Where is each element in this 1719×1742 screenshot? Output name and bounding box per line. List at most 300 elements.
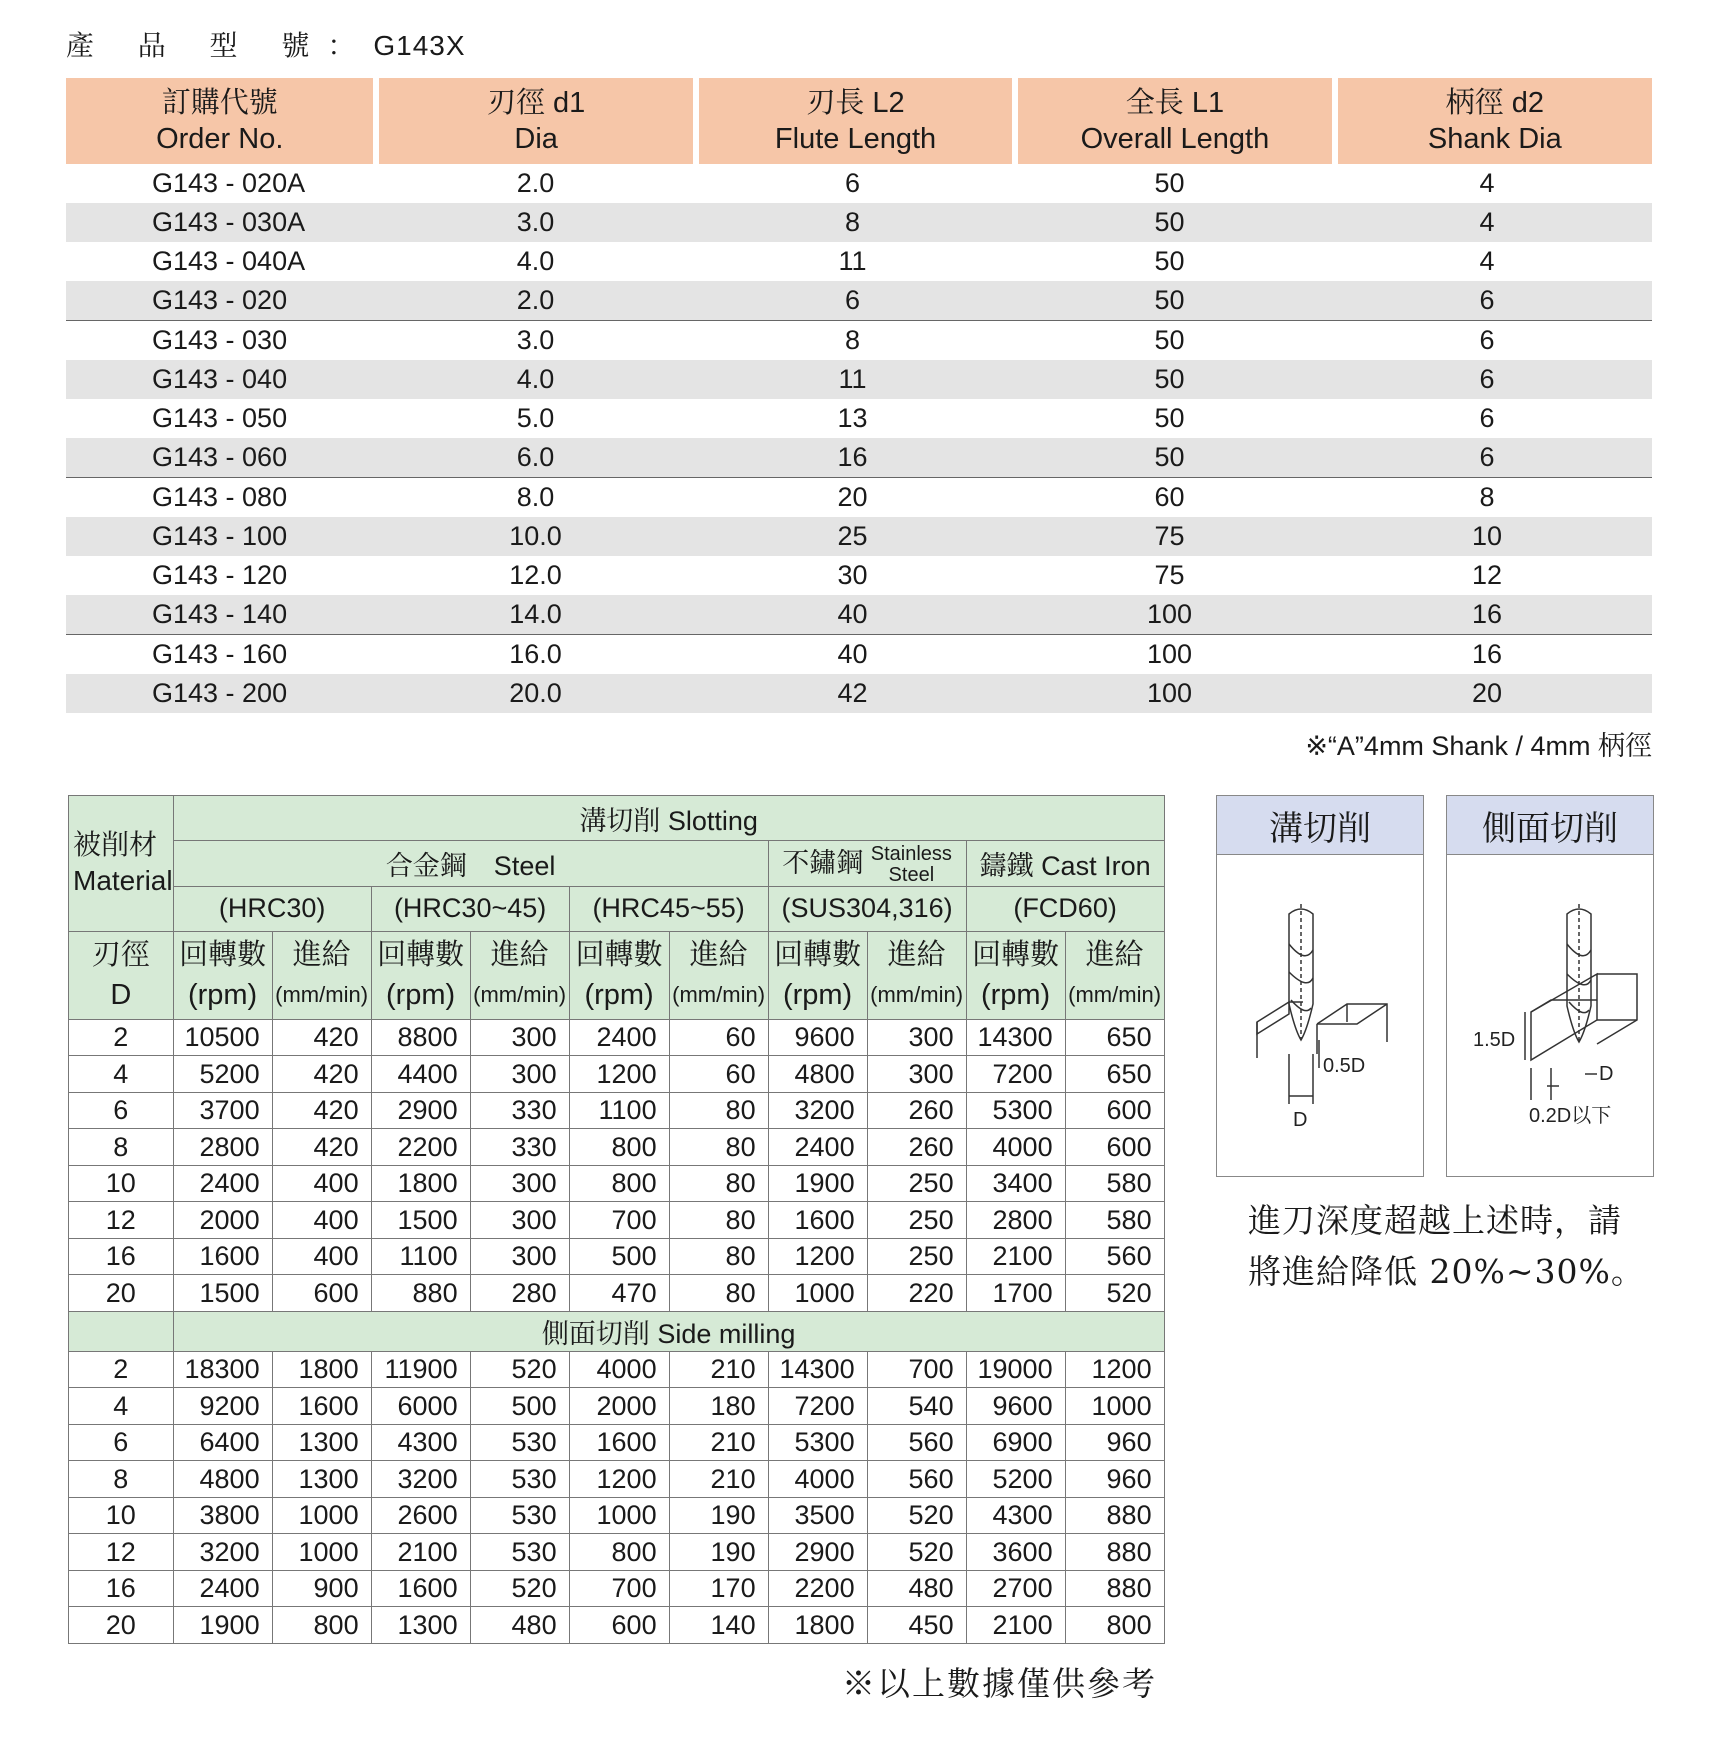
table-row [66, 517, 1652, 556]
value-cell: 300 [470, 1238, 569, 1275]
value-cell: 2000 [569, 1388, 669, 1425]
value-cell: 2900 [371, 1092, 470, 1129]
value-cell: 520 [470, 1570, 569, 1607]
value-cell: 6400 [173, 1424, 272, 1461]
value-cell: 300 [470, 1056, 569, 1093]
reference-note: ※以上數據僅供參考 [842, 1664, 1157, 1703]
value-cell: 80 [669, 1275, 768, 1312]
value-cell: 4800 [173, 1461, 272, 1498]
value-cell: 2400 [173, 1570, 272, 1607]
value-cell: 3200 [371, 1461, 470, 1498]
value-cell: 400 [272, 1165, 371, 1202]
table-cell: 100 [1146, 678, 1193, 708]
value-cell: 400 [272, 1238, 371, 1275]
value-cell: 1200 [569, 1461, 669, 1498]
value-cell: 2800 [173, 1129, 272, 1166]
feed-header: 進給 (mm/min) [470, 931, 569, 1019]
value-cell: 1300 [272, 1461, 371, 1498]
value-cell: 210 [669, 1351, 768, 1388]
dia-cell: 4 [69, 1388, 174, 1425]
table-cell: 6 [1479, 442, 1495, 472]
table-row [66, 242, 1652, 281]
value-cell: 3400 [966, 1165, 1065, 1202]
value-cell: 560 [1065, 1238, 1164, 1275]
value-cell: 600 [1065, 1129, 1164, 1166]
value-cell: 190 [669, 1497, 768, 1534]
value-cell: 4800 [768, 1056, 867, 1093]
hardness-hrc45-55: (HRC45~55) [569, 886, 768, 931]
value-cell: 80 [669, 1238, 768, 1275]
table-cell: 4 [1479, 207, 1495, 237]
table-row [66, 203, 1652, 242]
value-cell: 4300 [371, 1424, 470, 1461]
value-cell: 420 [272, 1019, 371, 1056]
hardness-fcd60: (FCD60) [966, 886, 1164, 931]
value-cell: 220 [867, 1275, 966, 1312]
table-cell: 4 [1479, 168, 1495, 198]
table-cell: 2.0 [516, 168, 555, 198]
value-cell: 2800 [966, 1202, 1065, 1239]
value-cell: 700 [569, 1570, 669, 1607]
table-cell: 50 [1154, 442, 1185, 472]
dia-cell: 16 [69, 1238, 174, 1275]
table-cell: 11 [838, 246, 867, 276]
cast-iron-label: 鑄鐵 Cast Iron [966, 841, 1164, 887]
feed-header: 進給 (mm/min) [1065, 931, 1164, 1019]
value-cell: 600 [1065, 1092, 1164, 1129]
value-cell: 210 [669, 1424, 768, 1461]
table-row [66, 438, 1652, 478]
dia-label: 刃徑 D [69, 931, 174, 1019]
table-row [69, 1238, 1165, 1275]
value-cell: 480 [867, 1570, 966, 1607]
table-cell: G143 - 040A [152, 246, 306, 276]
value-cell: 1000 [569, 1497, 669, 1534]
side-milling-diagram [1446, 795, 1654, 1177]
value-cell: 880 [1065, 1534, 1164, 1571]
value-cell: 300 [470, 1202, 569, 1239]
dia-cell: 10 [69, 1165, 174, 1202]
value-cell: 1600 [371, 1570, 470, 1607]
table-cell: G143 - 040 [152, 364, 288, 394]
value-cell: 5300 [768, 1424, 867, 1461]
table-cell: 5.0 [516, 403, 555, 433]
value-cell: 300 [867, 1056, 966, 1093]
value-cell: 520 [867, 1497, 966, 1534]
material-label: 被削材 Material [69, 796, 174, 932]
blank-cell [69, 1311, 174, 1351]
slotting-diagram [1216, 795, 1424, 1177]
value-cell: 4000 [966, 1129, 1065, 1166]
value-cell: 420 [272, 1056, 371, 1093]
advice-line-1: 進刀深度超越上述時，請 [1248, 1201, 1622, 1240]
value-cell: 250 [867, 1238, 966, 1275]
value-cell: 2100 [966, 1238, 1065, 1275]
value-cell: 700 [569, 1202, 669, 1239]
value-cell: 1600 [569, 1424, 669, 1461]
table-cell: 12 [1471, 560, 1503, 590]
value-cell: 1000 [1065, 1388, 1164, 1425]
value-cell: 2400 [768, 1129, 867, 1166]
value-cell: 800 [569, 1129, 669, 1166]
value-cell: 960 [1065, 1424, 1164, 1461]
value-cell: 250 [867, 1165, 966, 1202]
header-dia: 刃徑 d1 Dia [379, 78, 692, 164]
value-cell: 450 [867, 1607, 966, 1644]
table-cell: 8 [1479, 482, 1495, 512]
dia-cell: 16 [69, 1570, 174, 1607]
value-cell: 650 [1065, 1019, 1164, 1056]
table-cell: 3.0 [516, 325, 555, 355]
value-cell: 7200 [966, 1056, 1065, 1093]
header-overall-length: 全長 L1 Overall Length [1018, 78, 1331, 164]
side-milling-row-header [69, 1311, 1165, 1351]
value-cell: 2600 [371, 1497, 470, 1534]
value-cell: 520 [867, 1534, 966, 1571]
table-row [66, 164, 1652, 203]
value-cell: 3200 [173, 1534, 272, 1571]
table-cell: 11 [838, 364, 867, 394]
value-cell: 880 [1065, 1570, 1164, 1607]
table-cell: 100 [1146, 639, 1193, 669]
value-cell: 14300 [768, 1351, 867, 1388]
value-cell: 1100 [569, 1092, 669, 1129]
table-row [69, 1129, 1165, 1166]
table-row [66, 321, 1652, 360]
value-cell: 260 [867, 1092, 966, 1129]
dia-cell: 12 [69, 1534, 174, 1571]
dia-cell: 12 [69, 1202, 174, 1239]
value-cell: 530 [470, 1497, 569, 1534]
value-cell: 470 [569, 1275, 669, 1312]
table-cell: 10.0 [509, 521, 562, 551]
dia-cell: 4 [69, 1056, 174, 1093]
table-cell: G143 - 030A [152, 207, 306, 237]
table-cell: 100 [1146, 599, 1193, 629]
table-row [69, 1056, 1165, 1093]
value-cell: 3700 [173, 1092, 272, 1129]
dia-cell: 6 [69, 1424, 174, 1461]
feed-header: 進給 (mm/min) [669, 931, 768, 1019]
table-cell: 50 [1154, 246, 1185, 276]
value-cell: 560 [867, 1461, 966, 1498]
table-cell: 6 [844, 168, 861, 198]
shank-note: ※“A”4mm Shank / 4mm 柄徑 [1305, 731, 1652, 761]
value-cell: 4000 [569, 1351, 669, 1388]
value-cell: 1500 [173, 1275, 272, 1312]
value-cell: 2100 [371, 1534, 470, 1571]
value-cell: 3500 [768, 1497, 867, 1534]
feed-advice [1248, 1195, 1668, 1297]
slotting-depth-label: 0.5D [1323, 1055, 1366, 1077]
value-cell: 6000 [371, 1388, 470, 1425]
value-cell: 800 [569, 1165, 669, 1202]
table-cell: 6 [1479, 364, 1495, 394]
table-cell: 3.0 [516, 207, 555, 237]
value-cell: 210 [669, 1461, 768, 1498]
table-cell: 10 [1471, 521, 1503, 551]
value-cell: 1900 [173, 1607, 272, 1644]
table-cell: 16.0 [509, 639, 562, 669]
value-cell: 600 [272, 1275, 371, 1312]
slotting-diagram-title: 溝切削 [1217, 796, 1423, 855]
table-cell: 6 [1479, 285, 1495, 315]
value-cell: 2900 [768, 1534, 867, 1571]
value-cell: 960 [1065, 1461, 1164, 1498]
value-cell: 500 [569, 1238, 669, 1275]
value-cell: 260 [867, 1129, 966, 1166]
value-cell: 1300 [272, 1424, 371, 1461]
value-cell: 1000 [272, 1534, 371, 1571]
value-cell: 9600 [966, 1388, 1065, 1425]
slotting-illustration [1217, 854, 1423, 1176]
table-row [69, 1607, 1165, 1644]
table-cell: 20 [837, 482, 868, 512]
table-cell: 14.0 [509, 599, 562, 629]
value-cell: 420 [272, 1129, 371, 1166]
value-cell: 6900 [966, 1424, 1065, 1461]
table-row [66, 360, 1652, 399]
value-cell: 580 [1065, 1202, 1164, 1239]
header-flute-length: 刃長 L2 Flute Length [699, 78, 1012, 164]
value-cell: 1800 [272, 1351, 371, 1388]
cutting-conditions-table [68, 795, 1165, 1644]
value-cell: 900 [272, 1570, 371, 1607]
value-cell: 800 [569, 1534, 669, 1571]
value-cell: 80 [669, 1202, 768, 1239]
value-cell: 14300 [966, 1019, 1065, 1056]
value-cell: 3800 [173, 1497, 272, 1534]
value-cell: 7200 [768, 1388, 867, 1425]
value-cell: 280 [470, 1275, 569, 1312]
table-cell: 40 [837, 639, 868, 669]
rpm-header: 回轉數 (rpm) [173, 931, 272, 1019]
table-cell: G143 - 100 [152, 521, 288, 551]
table-cell: 6 [1479, 403, 1495, 433]
value-cell: 9200 [173, 1388, 272, 1425]
table-cell: 50 [1154, 285, 1185, 315]
value-cell: 8800 [371, 1019, 470, 1056]
table-row [69, 1424, 1165, 1461]
table-cell: G143 - 200 [152, 678, 288, 708]
table-cell: 4 [1479, 246, 1495, 276]
value-cell: 400 [272, 1202, 371, 1239]
table-row [69, 1570, 1165, 1607]
value-cell: 1000 [272, 1497, 371, 1534]
value-cell: 480 [470, 1607, 569, 1644]
dia-cell: 2 [69, 1019, 174, 1056]
dia-cell: 2 [69, 1351, 174, 1388]
table-row [69, 1534, 1165, 1571]
value-cell: 2100 [966, 1607, 1065, 1644]
table-cell: G143 - 120 [152, 560, 288, 590]
value-cell: 80 [669, 1129, 768, 1166]
value-cell: 530 [470, 1424, 569, 1461]
side-milling-diagram-title: 側面切削 [1447, 796, 1653, 855]
table-cell: G143 - 060 [152, 442, 288, 472]
table-cell: 75 [1154, 560, 1185, 590]
table-row [66, 478, 1652, 517]
value-cell: 19000 [966, 1351, 1065, 1388]
value-cell: 3200 [768, 1092, 867, 1129]
table-cell: 4.0 [516, 246, 555, 276]
value-cell: 1300 [371, 1607, 470, 1644]
value-cell: 560 [867, 1424, 966, 1461]
side-width-label: D [1599, 1063, 1614, 1085]
value-cell: 600 [569, 1607, 669, 1644]
table-cell: 2.0 [516, 285, 555, 315]
table-row [66, 399, 1652, 438]
side-milling-title: 側面切削 Side milling [173, 1311, 1164, 1351]
table-cell: 20 [1471, 678, 1503, 708]
header-order-no: 訂購代號 Order No. [66, 78, 373, 164]
value-cell: 1800 [371, 1165, 470, 1202]
table-cell: 13 [837, 403, 868, 433]
value-cell: 2000 [173, 1202, 272, 1239]
value-cell: 300 [470, 1019, 569, 1056]
value-cell: 1000 [768, 1275, 867, 1312]
value-cell: 4000 [768, 1461, 867, 1498]
table-cell: 4.0 [516, 364, 555, 394]
value-cell: 1600 [173, 1238, 272, 1275]
value-cell: 1900 [768, 1165, 867, 1202]
value-cell: 1200 [768, 1238, 867, 1275]
value-cell: 250 [867, 1202, 966, 1239]
dia-cell: 10 [69, 1497, 174, 1534]
table-cell: G143 - 030 [152, 325, 288, 355]
table-cell: G143 - 080 [152, 482, 288, 512]
value-cell: 80 [669, 1092, 768, 1129]
table-row [69, 1019, 1165, 1056]
side-milling-illustration [1447, 854, 1653, 1176]
value-cell: 1100 [371, 1238, 470, 1275]
value-cell: 11900 [371, 1351, 470, 1388]
table-cell: 30 [837, 560, 868, 590]
value-cell: 80 [669, 1165, 768, 1202]
value-cell: 520 [470, 1351, 569, 1388]
table-row [69, 1165, 1165, 1202]
table-cell: 42 [837, 678, 868, 708]
rpm-header: 回轉數 (rpm) [569, 931, 669, 1019]
slotting-width-label: D [1293, 1109, 1308, 1131]
table-row [66, 635, 1652, 674]
table-cell: G143 - 160 [152, 639, 288, 669]
rpm-header: 回轉數 (rpm) [768, 931, 867, 1019]
value-cell: 2200 [768, 1570, 867, 1607]
value-cell: 580 [1065, 1165, 1164, 1202]
value-cell: 2200 [371, 1129, 470, 1166]
value-cell: 170 [669, 1570, 768, 1607]
product-table-body [66, 164, 1652, 713]
value-cell: 5300 [966, 1092, 1065, 1129]
table-cell: 16 [1471, 599, 1503, 629]
value-cell: 60 [669, 1056, 768, 1093]
table-cell: G143 - 140 [152, 599, 288, 629]
value-cell: 880 [371, 1275, 470, 1312]
value-cell: 530 [470, 1534, 569, 1571]
value-cell: 1700 [966, 1275, 1065, 1312]
value-cell: 700 [867, 1351, 966, 1388]
value-cell: 140 [669, 1607, 768, 1644]
slotting-title: 溝切削 Slotting [173, 796, 1164, 841]
table-cell: 12.0 [509, 560, 562, 590]
side-radial-label: 0.2D以下 [1529, 1105, 1612, 1127]
dia-cell: 20 [69, 1607, 174, 1644]
model-number: G143X [373, 30, 466, 61]
table-cell: 40 [837, 599, 868, 629]
value-cell: 330 [470, 1129, 569, 1166]
table-cell: 75 [1154, 521, 1185, 551]
product-table-header [66, 78, 1652, 164]
advice-line-2: 將進給降低 20%~30%。 [1248, 1252, 1645, 1291]
value-cell: 18300 [173, 1351, 272, 1388]
value-cell: 1800 [768, 1607, 867, 1644]
value-cell: 3600 [966, 1534, 1065, 1571]
table-cell: 25 [837, 521, 868, 551]
value-cell: 300 [470, 1165, 569, 1202]
table-cell: G143 - 020A [152, 168, 306, 198]
table-cell: 50 [1154, 207, 1185, 237]
table-row [69, 1351, 1165, 1388]
table-cell: G143 - 020 [152, 285, 288, 315]
rpm-header: 回轉數 (rpm) [966, 931, 1065, 1019]
value-cell: 1200 [569, 1056, 669, 1093]
value-cell: 530 [470, 1461, 569, 1498]
value-cell: 180 [669, 1388, 768, 1425]
value-cell: 650 [1065, 1056, 1164, 1093]
value-cell: 190 [669, 1534, 768, 1571]
value-cell: 420 [272, 1092, 371, 1129]
table-cell: 8 [844, 207, 861, 237]
hardness-sus: (SUS304,316) [768, 886, 966, 931]
table-row [66, 281, 1652, 321]
rpm-header: 回轉數 (rpm) [371, 931, 470, 1019]
value-cell: 540 [867, 1388, 966, 1425]
table-row [69, 1388, 1165, 1425]
table-row [66, 674, 1652, 713]
side-depth-label: 1.5D [1473, 1029, 1516, 1051]
table-row [69, 1202, 1165, 1239]
value-cell: 4300 [966, 1497, 1065, 1534]
table-cell: 6 [844, 285, 861, 315]
table-row [69, 1461, 1165, 1498]
value-cell: 1200 [1065, 1351, 1164, 1388]
table-cell: 6.0 [516, 442, 555, 472]
feed-header: 進給 (mm/min) [867, 931, 966, 1019]
table-cell: 6 [1479, 325, 1495, 355]
value-cell: 800 [272, 1607, 371, 1644]
value-cell: 2400 [173, 1165, 272, 1202]
table-cell: 50 [1154, 364, 1185, 394]
value-cell: 880 [1065, 1497, 1164, 1534]
value-cell: 10500 [173, 1019, 272, 1056]
value-cell: 2700 [966, 1570, 1065, 1607]
value-cell: 500 [470, 1388, 569, 1425]
hardness-hrc30-45: (HRC30~45) [371, 886, 569, 931]
table-cell: 50 [1154, 168, 1185, 198]
header-shank-dia: 柄徑 d2 Shank Dia [1338, 78, 1652, 164]
feed-header: 進給 (mm/min) [272, 931, 371, 1019]
table-cell: G143 - 050 [152, 403, 288, 433]
dia-cell: 8 [69, 1461, 174, 1498]
value-cell: 800 [1065, 1607, 1164, 1644]
value-cell: 330 [470, 1092, 569, 1129]
dia-cell: 20 [69, 1275, 174, 1312]
value-cell: 1500 [371, 1202, 470, 1239]
value-cell: 5200 [173, 1056, 272, 1093]
value-cell: 300 [867, 1019, 966, 1056]
table-row [66, 595, 1652, 635]
